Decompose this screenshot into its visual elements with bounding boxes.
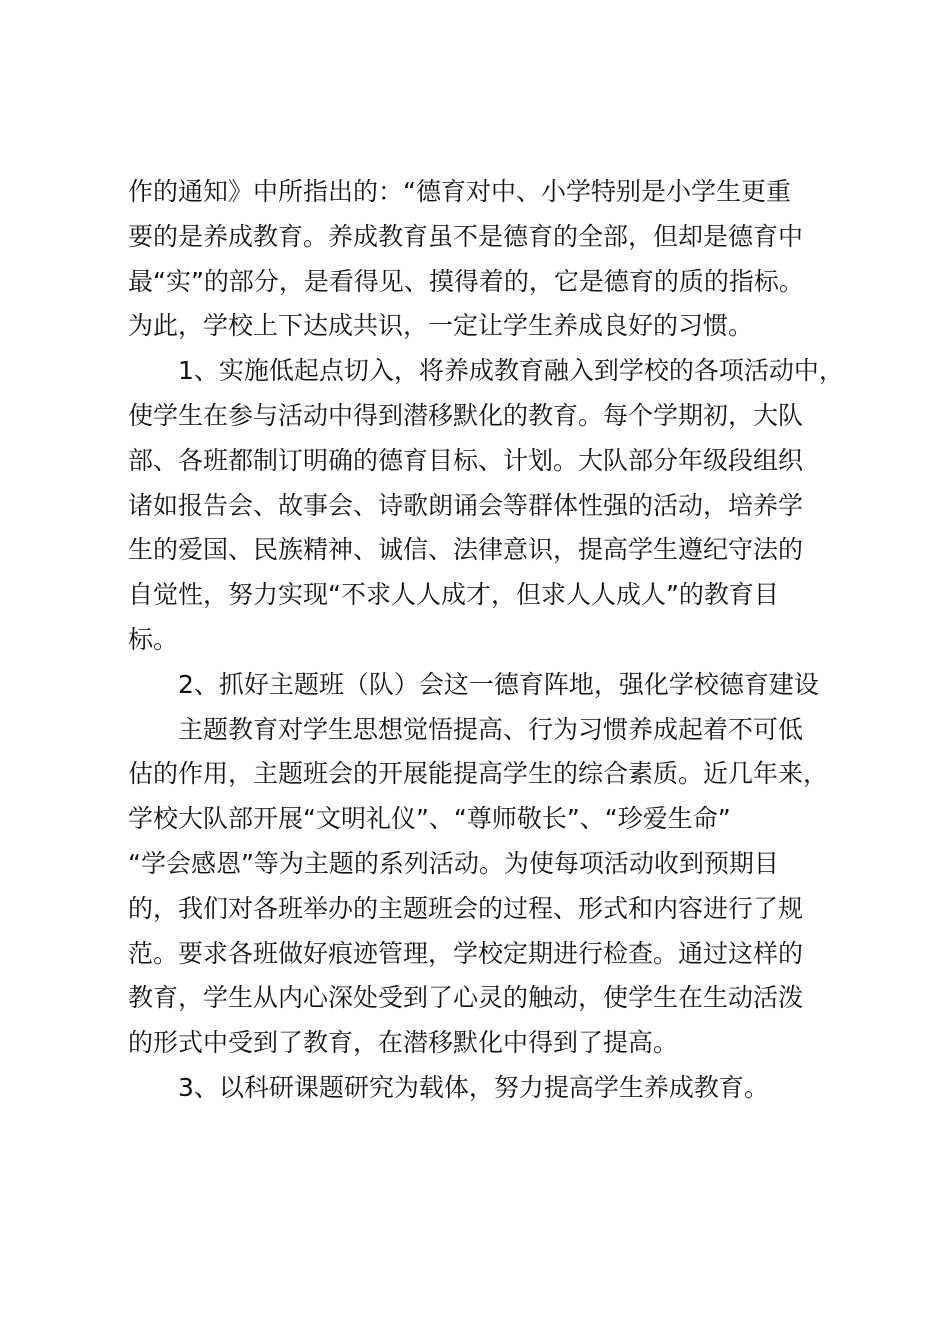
text-line: 学校大队部开展“文明礼仪”、“尊师敬长”、“珍爱生命” [128, 804, 731, 834]
text-line: 估的作用，主题班会的开展能提高学生的综合素质。近几年来， [128, 759, 829, 789]
text-line: “学会感恩”等为主题的系列活动。为使每项活动收到预期目 [128, 848, 779, 878]
text-line: 2、抓好主题班（队）会这一德育阵地，强化学校德育建设 [178, 669, 819, 699]
text-line: 范。要求各班做好痕迹管理，学校定期进行检查。通过这样的 [128, 938, 804, 968]
text-line: 标。 [128, 624, 179, 654]
text-line: 部、各班都制订明确的德育目标、计划。大队部分年级段组织 [128, 445, 804, 475]
text-line: 为此，学校上下达成共识，一定让学生养成良好的习惯。 [128, 311, 754, 341]
document-body [128, 170, 848, 1111]
text-line: 生的爱国、民族精神、诚信、法律意识，提高学生遵纪守法的 [128, 535, 804, 565]
text-line: 自觉性，努力实现“不求人人成才，但求人人成人”的教育目 [128, 580, 779, 610]
text-line: 1、实施低起点切入，将养成教育融入到学校的各项活动中， [178, 356, 844, 386]
text-line: 诸如报告会、故事会、诗歌朗诵会等群体性强的活动，培养学 [128, 490, 804, 520]
text-line: 最“实”的部分，是看得见、摸得着的，它是德育的质的指标。 [128, 266, 804, 296]
text-line: 3、以科研课题研究为载体，努力提高学生养成教育。 [178, 1072, 769, 1102]
text-line: 作的通知》中所指出的：“德育对中、小学特别是小学生更重 [128, 177, 791, 206]
text-line: 要的是养成教育。养成教育虽不是德育的全部，但却是德育中 [128, 221, 804, 251]
text-line: 的形式中受到了教育，在潜移默化中得到了提高。 [128, 1028, 679, 1058]
text-line: 的，我们对各班举办的主题班会的过程、形式和内容进行了规 [128, 893, 804, 923]
text-line: 主题教育对学生思想觉悟提高、行为习惯养成起着不可低 [178, 714, 804, 744]
text-line: 教育，学生从内心深处受到了心灵的触动，使学生在生动活泼 [128, 983, 804, 1013]
text-line: 使学生在参与活动中得到潜移默化的教育。每个学期初，大队 [128, 400, 804, 430]
